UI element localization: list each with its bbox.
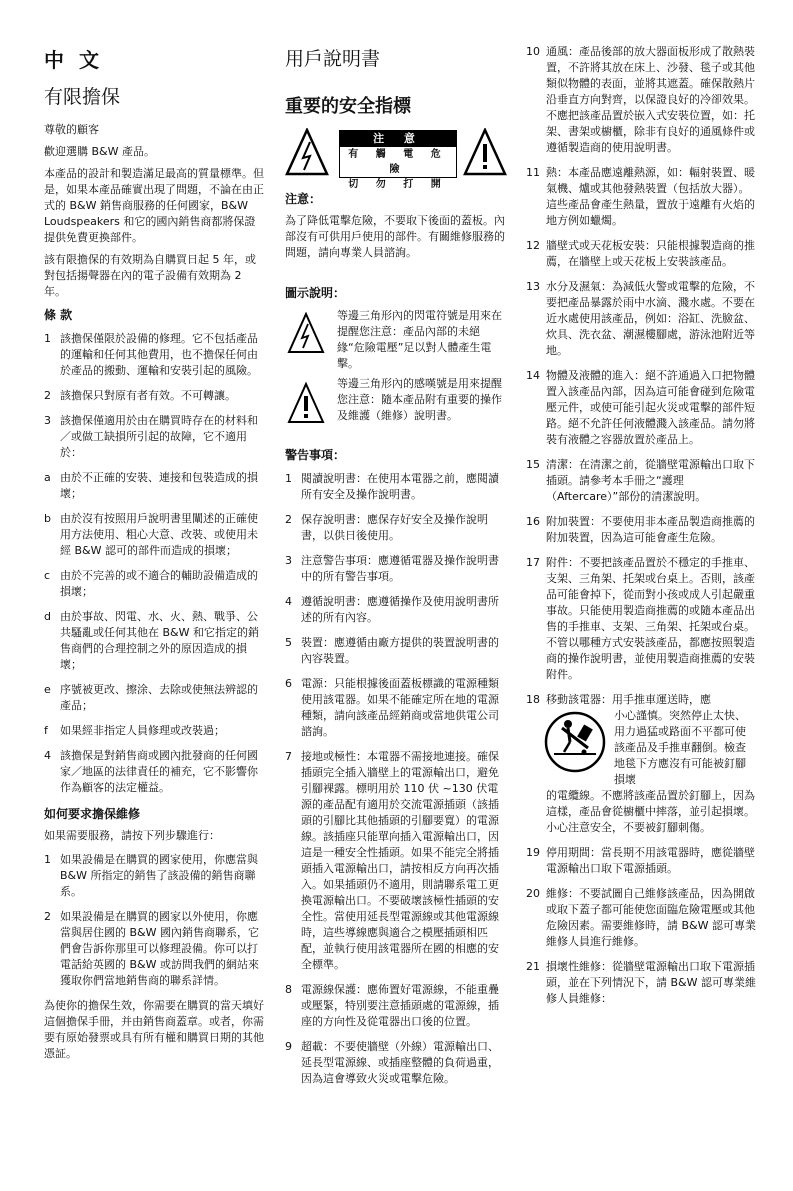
list-item	[526, 886, 756, 950]
manual-title: 用戶說明書	[285, 48, 381, 70]
list-item	[526, 238, 756, 270]
list-item	[44, 388, 266, 404]
item-text: 如果設備是在購買的國家使用，你應當與 B&W 所指定的銷售了該設備的銷售商聯系。	[60, 853, 258, 898]
item-number: 10	[526, 45, 540, 58]
claim-intro: 如果需要服務，請按下列步驟進行：	[44, 829, 220, 842]
item-number: 3	[285, 554, 292, 567]
warning-label: 注 意	[340, 131, 456, 147]
list-item	[526, 514, 756, 546]
language-heading: 中 文	[44, 48, 103, 72]
item-number: f	[44, 724, 48, 737]
item-number: 11	[526, 166, 540, 179]
greeting: 尊敬的顧客	[44, 123, 99, 136]
item-number: 4	[44, 749, 51, 762]
item-text: 該擔保僅限於設備的修理。它不包括產品的運輸和任何其他費用，也不擔保任何由於產品的搬動、運輸和安裝引起的風險。	[60, 332, 258, 377]
warnings-heading: 警告事項：	[285, 448, 346, 462]
claims-list	[44, 852, 266, 989]
item-text: 物體及液體的進入：絕不許通過入口把物體置入該產品內部，因為這可能會碰到危險電壓元件，或使可能引起火災或電擊的部件短路。絕不允許任何液體濺入該產品。請勿將裝有液體之容器放置於產品上。	[546, 369, 755, 446]
item-number: 4	[285, 595, 292, 608]
list-item	[44, 609, 266, 673]
list-item	[285, 594, 507, 626]
cart-warning-icon	[540, 710, 610, 774]
item-text: 序號被更改、擦涂、去除或使無法辨認的產品；	[60, 683, 258, 712]
terms-list	[44, 331, 266, 796]
item-text: 遵循說明書：應遵循操作及使用說明書所述的所有內容。	[301, 595, 499, 624]
warranty-closing: 為使你的擔保生效，你需要在購買的當天填好這個擔保手冊，并由銷售商蓋章。或者，你需要有原始發票或具有所有權和購買日期的其他憑証。	[44, 999, 264, 1060]
item-text: 牆壁式或天花板安裝：只能根據製造商的推薦，在牆壁上或天花板上安裝該產品。	[546, 239, 755, 268]
list-item	[44, 723, 266, 739]
item-text: 由於不正確的安裝、連接和包裝造成的損壞；	[60, 471, 258, 500]
warning-line-2: 切 勿 打 開	[348, 179, 448, 190]
list-item	[44, 909, 266, 989]
list-item	[285, 749, 507, 973]
list-item	[285, 676, 507, 740]
warnings-list	[285, 471, 507, 1087]
claim-heading: 如何要求擔保維修	[44, 807, 141, 821]
list-item	[526, 165, 756, 229]
item-text: 由於沒有按照用戶說明書里闡述的正確使用方法使用、粗心大意、改裝、或使用未經 B&W 認可的部件而造成的損壞；	[60, 512, 258, 557]
item-number: 7	[285, 750, 292, 763]
list-item	[44, 748, 266, 796]
list-item	[285, 512, 507, 544]
exclamation-symbol-icon	[287, 382, 325, 424]
item-number: 19	[526, 846, 540, 859]
warranty-title: 有限擔保	[44, 86, 121, 108]
item-text: 該擔保是對銷售商或國內批發商的任何國家／地區的法律責任的補充，它不影響你作為顧客的法定權益。	[60, 749, 258, 794]
item-number: 8	[285, 983, 292, 996]
list-item	[44, 331, 266, 379]
welcome-text: 歡迎選購 B&W 產品。	[44, 145, 155, 158]
item-number: 12	[526, 239, 540, 252]
item-text: 熱：本產品應遠離熱源，如：輻射裝置、暖氣機、爐或其他發熱裝置（包括放大器）。這些產品會產生熱量，置放于遠離有火焰的地方例如蠟燭。	[546, 166, 755, 227]
list-item	[526, 368, 756, 448]
item-number: 15	[526, 458, 540, 471]
item-text: 水分及濕氣：為減低火警或電擊的危險，不要把產品暴露於雨中水滴、濺水處。不要在近水處使用該產品，例如：浴缸、洗臉盆、炊具、洗衣盆、潮濕樓腳處，游泳池附近等地。	[546, 280, 755, 357]
item-number: 5	[285, 636, 292, 649]
list-item	[526, 457, 756, 505]
warning-line-1: 有 觸 電 危 險	[348, 149, 448, 175]
item-text: 附件：不要把該產品置於不穩定的手推車、支架、三角架、托架或台桌上。否則，該產品可能會掉下，從而對小孩或成人引起嚴重事故。只能使用製造商推薦的或隨本產品出售的手推車、支架、三角架、托架或台桌。不管以哪種方式安裝該產品，都應按照製造商的操作說明書，並使用製造商推薦的安裝附件。	[546, 556, 755, 681]
item-text: 閱讀說明書：在使用本電器之前，應閱讀所有安全及操作說明書。	[301, 472, 499, 501]
exclamation-symbol-text: 等邊三角形內的感嘆號是用來提醒您注意：隨本產品附有重要的操作及維護（維修）說明書。	[337, 377, 502, 422]
item-text: 由於事故、閃電、水、火、熱、戰爭、公共騷亂或任何其他在 B&W 和它指定的銷售商們的合理控制之外的原因造成的損壞；	[60, 610, 259, 671]
item-text: 由於不完善的或不適合的輔助設備造成的損壞；	[60, 569, 258, 598]
list-item	[526, 555, 756, 683]
item-number: a	[44, 471, 51, 484]
item-number: 21	[526, 960, 540, 973]
item-text: 裝置：應遵循由廠方提供的裝置說明書的內容裝置。	[301, 636, 499, 665]
item-number: c	[44, 569, 51, 582]
item-text: 附加裝置：不要使用非本產品製造商推薦的附加裝置，因為這可能會產生危險。	[546, 515, 755, 544]
warranty-period: 該有限擔保的有效期為自購買日起 5 年，或對包括揚聲器在內的電子設備有效期為 2 年。	[44, 253, 256, 298]
item-number: 2	[44, 389, 51, 402]
list-item	[44, 852, 266, 900]
list-item-18	[526, 692, 756, 708]
item-text: 接地或極性：本電器不需接地連接。確保插頭完全插入牆壁上的電源輸出口，避免引腳裸露。標明用於 110 伏 ~130 伏電源的產品配有適用於交流電源插頭（該插頭的引腳比其他插頭的引腳要寬）的電源線。該插座只能單向插入電源輸出口，因這是一種安全性插頭。如果不能完全將插頭插入電源輸出口，請按相反方向再次插入。如果插頭仍不適用，則請聯系電工更換電源輸出口。不要破壞該極性插頭的安全性。當使用延長型電源線或其他電源線時，這些導線應與適合之模壓插頭相匹配，並執行使用該電器所在國的相應的安全標準。	[301, 750, 499, 971]
item-number: b	[44, 512, 51, 525]
item-number: 18	[526, 693, 540, 706]
item-18-side: 小心謹慎。突然停止太快、用力過猛或路面不平都可使該產品及手推車翻倒。檢查地毯下方應沒有可能被釘腳損壞	[614, 709, 746, 786]
item-text: 電源：只能根據後面蓋板標識的電源種類使用該電器。如果不能確定所在地的電源種類，請向該產品經銷商或當地供電公司諮詢。	[301, 677, 499, 738]
item-number: 3	[44, 414, 51, 427]
item-number: 2	[44, 910, 51, 923]
list-item	[285, 1039, 507, 1087]
item-text: 注意警告事項：應遵循電器及操作說明書中的所有警告事項。	[301, 554, 499, 583]
item-text: 電源線保護：應佈置好電源線，不能重疊或壓緊，特別要注意插頭處的電源線，插座的方向性及從電器出口後的位置。	[301, 983, 499, 1028]
list-item	[526, 845, 756, 877]
item-number: 9	[285, 1040, 292, 1053]
item-text: 該擔保僅適用於由在購買時存在的材料和／或做工缺損所引起的故障，它不適用於：	[60, 414, 258, 459]
list-item	[285, 635, 507, 667]
item-number: 17	[526, 556, 540, 569]
list-item	[526, 279, 756, 359]
item-text: 損壞性維修：從牆壁電源輸出口取下電源插頭，並在下列情況下，請 B&W 認可專業維修人員維修：	[546, 960, 756, 1005]
list-item	[44, 470, 266, 502]
item-text: 超載：不要使牆壁（外線）電源輸出口、延長型電源線、或插座整體的負荷過重，因為這會導致火災或電擊危險。	[301, 1040, 499, 1085]
list-item	[285, 471, 507, 503]
list-item	[526, 959, 756, 1007]
warranty-intro: 本產品的設計和製造滿足最高的質量標準。但是，如果本產品確實出現了問題，不論在由正式的 B&W 銷售商服務的任何國家，B&W Loudspeakers 和它的國內銷售商都將保證提供免費更換部件。	[44, 167, 264, 244]
item-18-head: 移動該電器：用手推車運送時，應	[546, 693, 711, 706]
item-number: 20	[526, 887, 540, 900]
item-number: 1	[44, 853, 51, 866]
item-text: 如果經非指定人員修理或改裝過；	[60, 724, 225, 737]
item-18-rest: 的電纜線。不應將該產品置於釘腳上，因為這樣，產品會從櫥櫃中摔落，並引起損壞。小心注意安全，不要被釘腳刺傷。	[546, 789, 755, 834]
lightning-symbol-icon	[287, 312, 325, 354]
item-number: 2	[285, 513, 292, 526]
terms-heading: 條 款	[44, 308, 73, 322]
item-number: 6	[285, 677, 292, 690]
list-item	[285, 553, 507, 585]
symbols-heading: 圖示說明：	[285, 286, 346, 300]
item-number: 16	[526, 515, 540, 528]
item-text: 如果設備是在購買的國家以外使用，你應當與居住國的 B&W 國內銷售商聯系，它們會告訴你那里可以修理設備。你可以打電話給英國的 B&W 或訪問我們的網站來獲取你們當地銷售商的聯系詳情。	[60, 910, 259, 987]
item-number: 1	[285, 472, 292, 485]
list-item	[44, 682, 266, 714]
safety-heading: 重要的安全指標	[285, 96, 411, 117]
item-text: 停用期間：當長期不用該電器時，應從牆壁電源輸出口取下電源插頭。	[546, 846, 755, 875]
caution-heading: 注意：	[285, 192, 322, 206]
list-item	[526, 44, 756, 156]
item-text: 清潔：在清潔之前，從牆壁電源輸出口取下插頭。請參考本手冊之“護理（Aftercare）”部份的清潔說明。	[546, 458, 755, 503]
item-text: 通風：產品後部的放大器面板形成了散熱裝置，不許將其放在床上、沙發、毯子或其他類似物體的表面，並將其遮蓋。確保散熱片沿垂直方向對齊，以保證良好的冷卻效果。不應把該產品置於嵌入式安裝位置，如：托架、書架或櫥櫃，除非有良好的通風條件或遵循製造商的使用說明書。	[546, 45, 755, 154]
lightning-triangle-icon	[285, 128, 329, 176]
lightning-symbol-text: 等邊三角形內的閃電符號是用來在提醒您注意：產品內部的未絕緣“危險電壓”足以對人體產生電擊。	[337, 309, 502, 370]
shock-warning-box	[339, 130, 457, 190]
list-item	[44, 511, 266, 559]
safety-items-b	[526, 845, 756, 1007]
caution-text: 為了降低電擊危險，不要取下後面的蓋板。內部沒有可供用戶使用的部件。有關維修服務的問題，請向專業人員諮詢。	[285, 214, 505, 259]
safety-items-a	[526, 44, 756, 683]
item-number: d	[44, 610, 51, 623]
item-number: 13	[526, 280, 540, 293]
exclamation-triangle-icon	[463, 128, 507, 176]
item-text: 保存說明書：應保存好安全及操作說明書，以供日後使用。	[301, 513, 488, 542]
item-number: 1	[44, 332, 51, 345]
list-item	[44, 413, 266, 461]
list-item	[285, 982, 507, 1030]
item-number: 14	[526, 369, 540, 382]
list-item	[44, 568, 266, 600]
item-text: 維修：不要試圖自己維修該產品，因為開啟或取下蓋子都可能使您面臨危險電壓或其他危險因素。需要維修時，請 B&W 認可專業維修人員進行維修。	[546, 887, 756, 948]
item-number: e	[44, 683, 51, 696]
item-text: 該擔保只對原有者有效。不可轉讓。	[60, 389, 236, 402]
